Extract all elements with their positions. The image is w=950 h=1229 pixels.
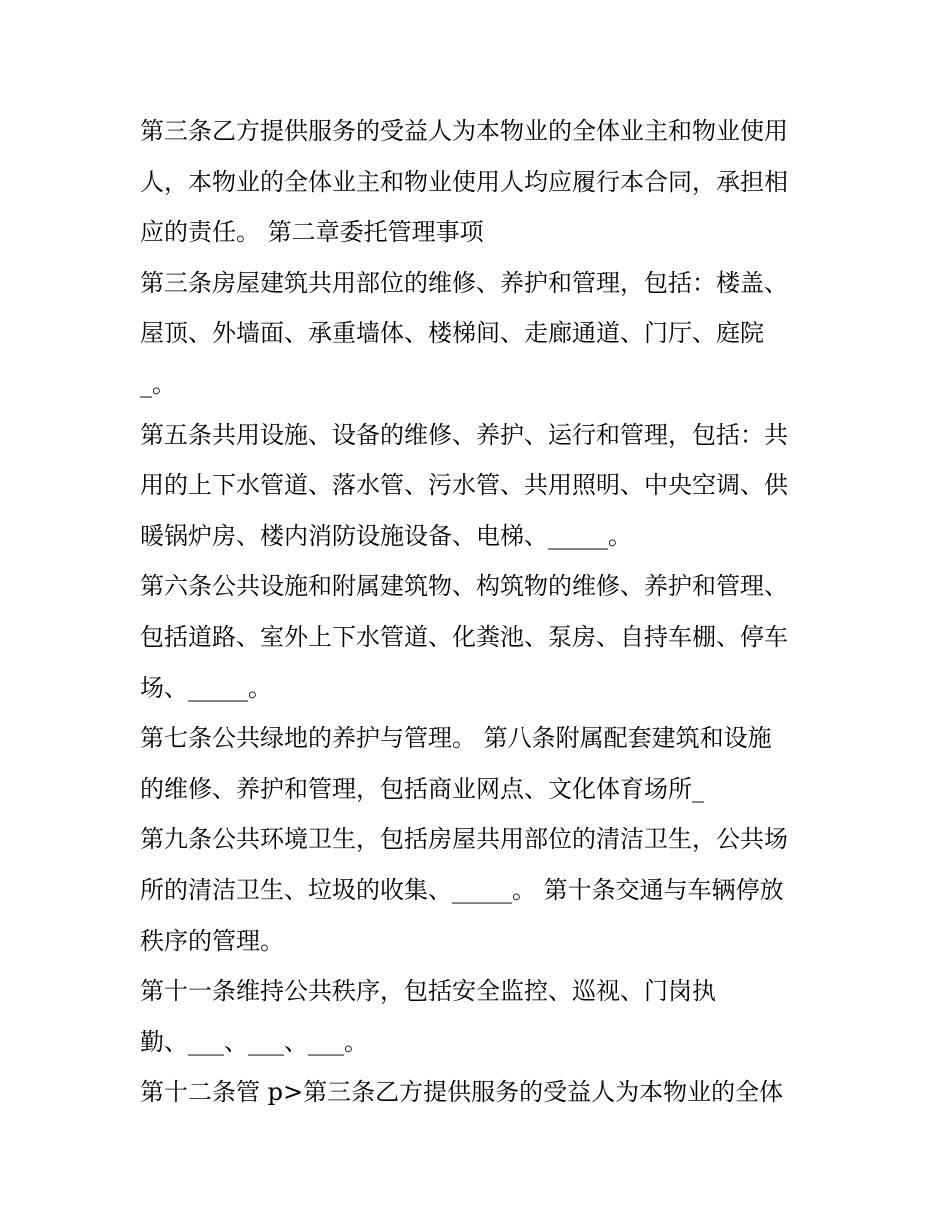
text-line: 屋顶、外墙面、承重墙体、楼梯间、走廊通道、门厅、庭院 [140,319,764,348]
text-line: 应的责任。 第二章委托管理事项 [140,218,484,247]
text-line: 第十二条管 p>第三条乙方提供服务的受益人为本物业的全体 [140,1078,784,1107]
text-line: 第三条乙方提供服务的受益人为本物业的全体业主和物业使用 [140,117,788,145]
text-line: 第六条公共设施和附属建筑物、构筑物的维修、养护和管理、 [140,572,788,601]
text-line: 所的清洁卫生、垃圾的收集、_____。 第十条交通与车辆停放 [140,875,784,904]
text-line: 的维修、养护和管理，包括商业网点、文化体育场所_ [140,774,704,803]
text-line: 暖锅炉房、楼内消防设施设备、电梯、_____。 [140,521,632,550]
text-line: _。 [140,369,176,398]
text-line: 第十一条维持公共秩序，包括安全监控、巡视、门岗执 [140,977,716,1006]
contract-text-body [140,106,820,1118]
text-line: 秩序的管理。 [140,926,284,955]
text-line: 场、_____。 [140,673,272,702]
text-line: 人，本物业的全体业主和物业使用人均应履行本合同，承担相 [140,167,788,196]
text-line: 第九条公共环境卫生，包括房屋共用部位的清洁卫生，公共场 [140,825,788,854]
text-line: 包括道路、室外上下水管道、化粪池、泵房、自持车棚、停车 [140,622,788,651]
text-line: 勤、___、___、___。 [140,1027,368,1056]
text-line: 用的上下水管道、落水管、污水管、共用照明、中央空调、供 [140,471,788,500]
text-line: 第五条共用设施、设备的维修、养护、运行和管理，包括：共 [140,420,788,449]
text-line: 第七条公共绿地的养护与管理。 第八条附属配套建筑和设施 [140,724,772,753]
text-line: 第三条房屋建筑共用部位的维修、养护和管理，包括：楼盖、 [140,268,788,297]
